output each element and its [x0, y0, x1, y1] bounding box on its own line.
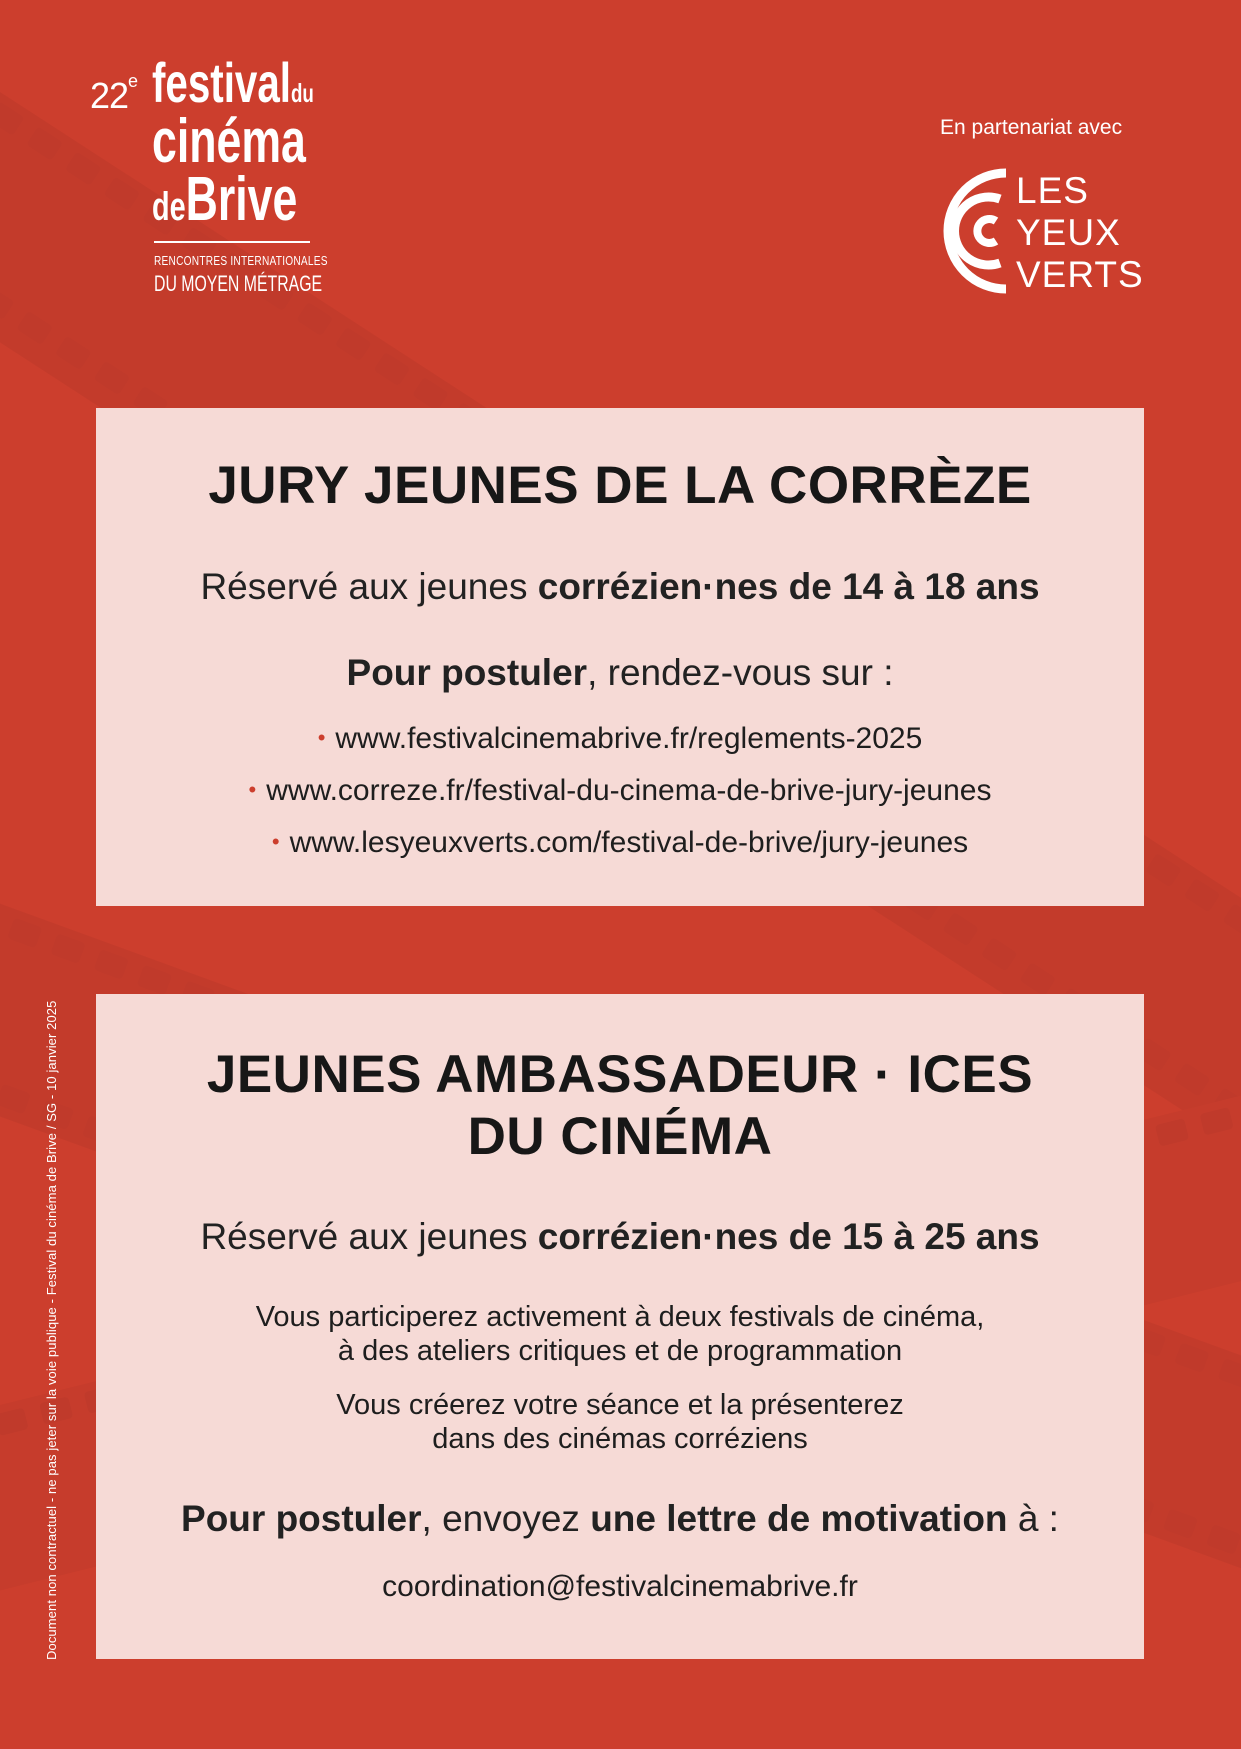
- jury-link-list: [96, 714, 1144, 870]
- link-festival-reglements[interactable]: www.festivalcinemabrive.fr/reglements-2025: [335, 722, 923, 755]
- jury-link-item: [96, 714, 1144, 766]
- logo-line-brive: deBrive: [152, 165, 298, 234]
- bullet-icon: •: [248, 777, 257, 802]
- logo-line-cinema: cinéma: [152, 107, 306, 176]
- logo-tagline-1: RENCONTRES INTERNATIONALES: [154, 253, 328, 268]
- jury-link-item: [96, 818, 1144, 870]
- festival-logo: [88, 51, 328, 305]
- ambassadors-description-1: Vous participerez activement à deux festivals de cinéma, à des ateliers critiques et de programmation: [255, 1301, 985, 1367]
- bullet-icon: •: [271, 829, 280, 854]
- partner-name-line-1: LES: [1016, 170, 1089, 211]
- logo-line-festival: festivaldu: [152, 51, 314, 114]
- partner-logo: [940, 165, 1150, 297]
- ambassadors-description-2: Vous créerez votre séance et la présenterez dans des cinémas corréziens: [336, 1389, 904, 1455]
- logo-edition: 22e: [90, 71, 138, 116]
- ambassadors-apply-instruction: Pour postuler, envoyez une lettre de motivation à :: [181, 1498, 1059, 1539]
- contact-email[interactable]: coordination@festivalcinemabrive.fr: [382, 1570, 858, 1603]
- jury-apply-instruction: Pour postuler, rendez-vous sur :: [346, 652, 894, 693]
- bullet-icon: •: [317, 725, 326, 750]
- logo-divider: [154, 241, 310, 243]
- jury-link-item: [96, 766, 1144, 818]
- partner-intro: En partenariat avec: [940, 116, 1123, 139]
- eye-rings-icon: [940, 165, 1020, 297]
- ambassadors-eligibility: Réservé aux jeunes corrézien·nes de 15 à 25 ans: [200, 1216, 1040, 1257]
- jury-title: JURY JEUNES DE LA CORRÈZE: [208, 456, 1032, 515]
- partner-name-line-2: YEUX: [1016, 212, 1121, 253]
- ambassadors-section: [96, 994, 1144, 1659]
- ambassadors-title: JEUNES AMBASSADEUR · ICES DU CINÉMA: [206, 1045, 1034, 1166]
- jury-eligibility: Réservé aux jeunes corrézien·nes de 14 à 18 ans: [200, 566, 1040, 607]
- jury-section: [96, 408, 1144, 906]
- logo-tagline-2: DU MOYEN MÉTRAGE: [154, 271, 323, 296]
- legal-side-note: Document non contractuel - ne pas jeter sur la voie publique - Festival du cinéma de Brive / SG - 10 janvier 2025: [44, 1000, 59, 1660]
- link-lesyeuxverts-jury[interactable]: www.lesyeuxverts.com/festival-de-brive/jury-jeunes: [289, 826, 969, 859]
- partner-name-line-3: VERTS: [1016, 254, 1144, 295]
- link-correze-jury[interactable]: www.correze.fr/festival-du-cinema-de-brive-jury-jeunes: [266, 774, 992, 807]
